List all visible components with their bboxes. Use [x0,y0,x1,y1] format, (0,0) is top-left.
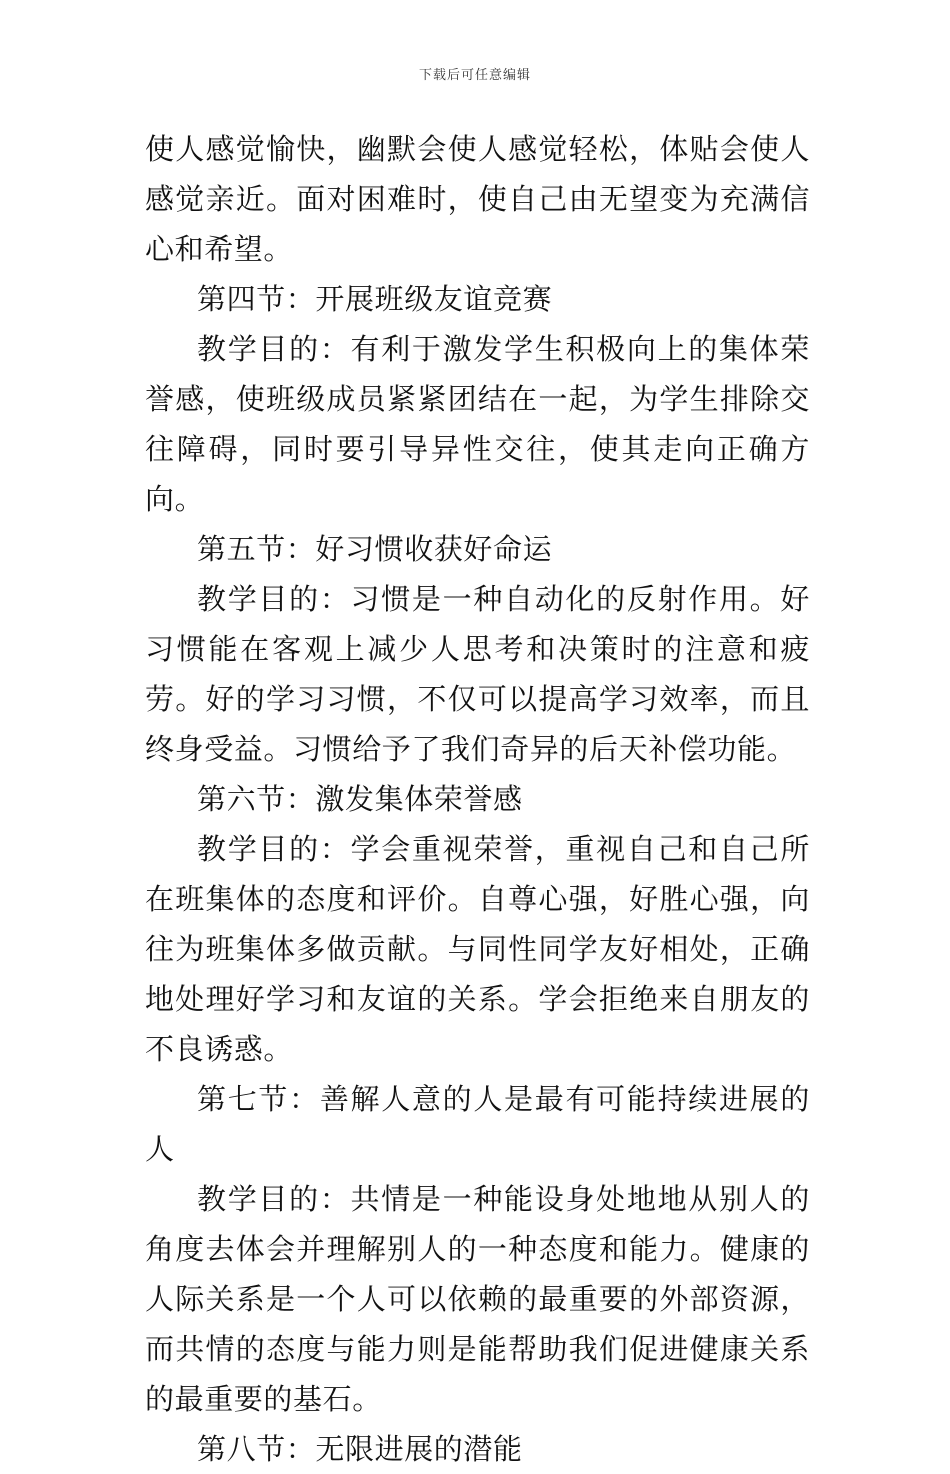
paragraph-continuation: 使人感觉愉快，幽默会使人感觉轻松，体贴会使人感觉亲近。面对困难时，使自己由无望变为充满信心和希望。 [145,132,810,266]
section-heading-7: 第七节：善解人意的人是最有可能持续进展的人 [145,1082,810,1166]
section-heading-5: 第五节：好习惯收获好命运 [197,532,553,566]
page-header: 下载后可任意编辑 [418,68,531,83]
section-heading-4: 第四节：开展班级友谊竞赛 [197,282,553,316]
section-objective-4: 教学目的：有利于激发学生积极向上的集体荣誉感，使班级成员紧紧团结在一起，为学生排除交往障碍，同时要引导异性交往，使其走向正确方向。 [145,332,810,516]
document-body [145,124,810,1474]
section-objective-5: 教学目的：习惯是一种自动化的反射作用。好习惯能在客观上减少人思考和决策时的注意和疲劳。好的学习习惯，不仅可以提高学习效率，而且终身受益。习惯给予了我们奇异的后天补偿功能。 [145,582,810,766]
section-objective-6: 教学目的：学会重视荣誉，重视自己和自己所在班集体的态度和评价。自尊心强，好胜心强，向往为班集体多做贡献。与同性同学友好相处，正确地处理好学习和友谊的关系。学会拒绝来自朋友的不良诱惑。 [145,832,810,1066]
section-heading-8: 第八节：无限进展的潜能 [197,1432,523,1466]
section-heading-6: 第六节：激发集体荣誉感 [197,782,523,816]
section-objective-7: 教学目的：共情是一种能设身处地地从别人的角度去体会并理解别人的一种态度和能力。健康的人际关系是一个人可以依赖的最重要的外部资源，而共情的态度与能力则是能帮助我们促进健康关系的最重要的基石。 [145,1182,810,1416]
